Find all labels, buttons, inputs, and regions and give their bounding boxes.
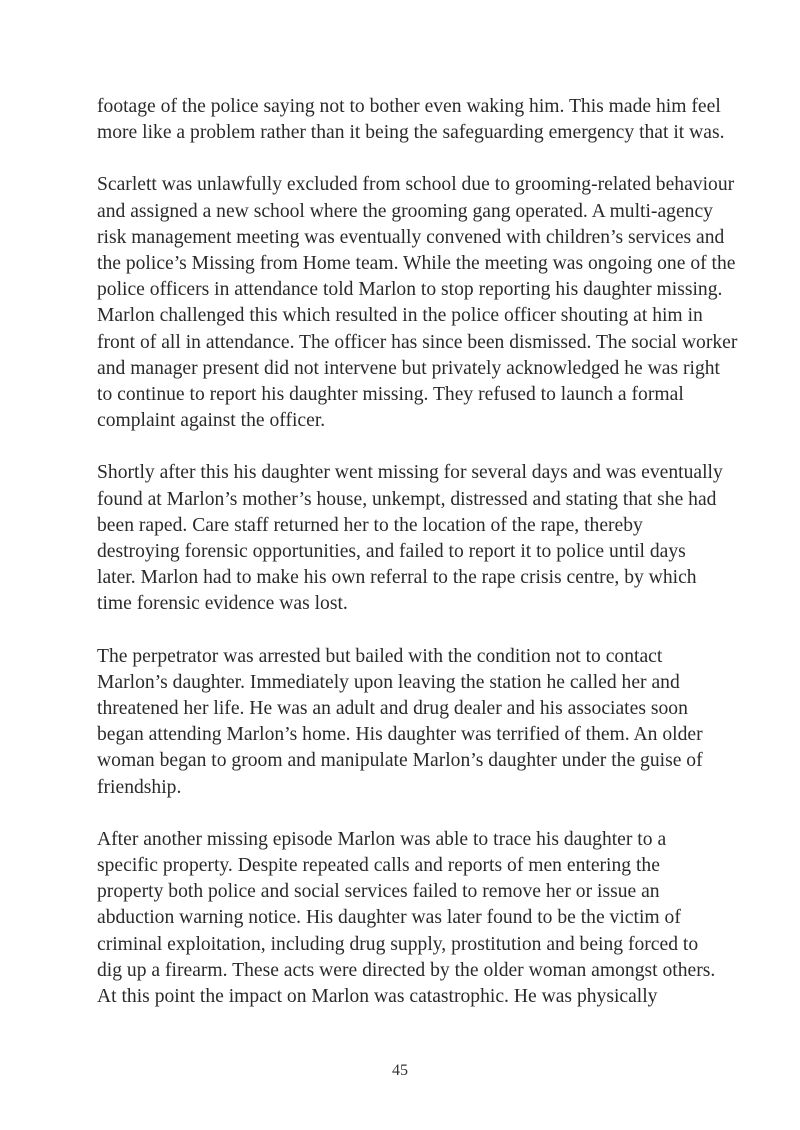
text-line: and assigned a new school where the grooming gang operated. A multi-agency	[97, 200, 713, 222]
paragraph-2	[97, 172, 738, 434]
body-text	[97, 94, 738, 1036]
text-line: After another missing episode Marlon was able to trace his daughter to a	[97, 828, 667, 850]
text-line: been raped. Care staff returned her to the location of the rape, thereby	[97, 514, 643, 536]
text-line: property both police and social services failed to remove her or issue an	[97, 881, 660, 903]
text-line: Marlon challenged this which resulted in the police officer shouting at him in	[97, 305, 703, 327]
text-line: abduction warning notice. His daughter was later found to be the victim of	[97, 907, 681, 929]
text-line: and manager present did not intervene but privately acknowledged he was right	[97, 357, 720, 379]
paragraph-4	[97, 644, 707, 801]
text-line: found at Marlon’s mother’s house, unkempt, distressed and stating that she had	[97, 488, 717, 510]
paragraph-3	[97, 460, 723, 617]
text-line: threatened her life. He was an adult and drug dealer and his associates soon	[97, 698, 688, 720]
text-line: friendship.	[97, 776, 182, 798]
text-line: complaint against the officer.	[97, 410, 326, 432]
page-number: 45	[392, 1062, 408, 1079]
paragraph-1	[97, 94, 725, 146]
paragraph-5	[97, 827, 716, 1010]
text-line: The perpetrator was arrested but bailed with the condition not to contact	[97, 645, 663, 667]
text-line: risk management meeting was eventually convened with children’s services and	[97, 226, 725, 248]
text-line: police officers in attendance told Marlon to stop reporting his daughter missing.	[97, 279, 723, 301]
text-line: to continue to report his daughter missing. They refused to launch a formal	[97, 384, 684, 406]
text-line: the police’s Missing from Home team. While the meeting was ongoing one of the	[97, 253, 736, 275]
text-line: later. Marlon had to make his own referral to the rape crisis centre, by which	[97, 567, 697, 589]
text-line: more like a problem rather than it being the safeguarding emergency that it was.	[97, 122, 725, 144]
text-line: footage of the police saying not to bother even waking him. This made him feel	[97, 96, 721, 117]
text-line: front of all in attendance. The officer has since been dismissed. The social worker	[97, 331, 738, 353]
text-line: Shortly after this his daughter went missing for several days and was eventually	[97, 462, 723, 484]
text-line: woman began to groom and manipulate Marlon’s daughter under the guise of	[97, 750, 703, 772]
text-line: dig up a firearm. These acts were directed by the older woman amongst others.	[97, 959, 716, 981]
text-line: destroying forensic opportunities, and failed to report it to police until days	[97, 541, 686, 563]
text-line: criminal exploitation, including drug supply, prostitution and being forced to	[97, 933, 699, 955]
text-line: Scarlett was unlawfully excluded from school due to grooming-related behaviour	[97, 174, 735, 196]
text-line: time forensic evidence was lost.	[97, 593, 348, 615]
text-line: At this point the impact on Marlon was catastrophic. He was physically	[97, 986, 658, 1008]
text-line: began attending Marlon’s home. His daughter was terrified of them. An older	[97, 724, 703, 746]
text-line: specific property. Despite repeated calls and reports of men entering the	[97, 855, 660, 877]
text-line: Marlon’s daughter. Immediately upon leaving the station he called her and	[97, 671, 680, 693]
